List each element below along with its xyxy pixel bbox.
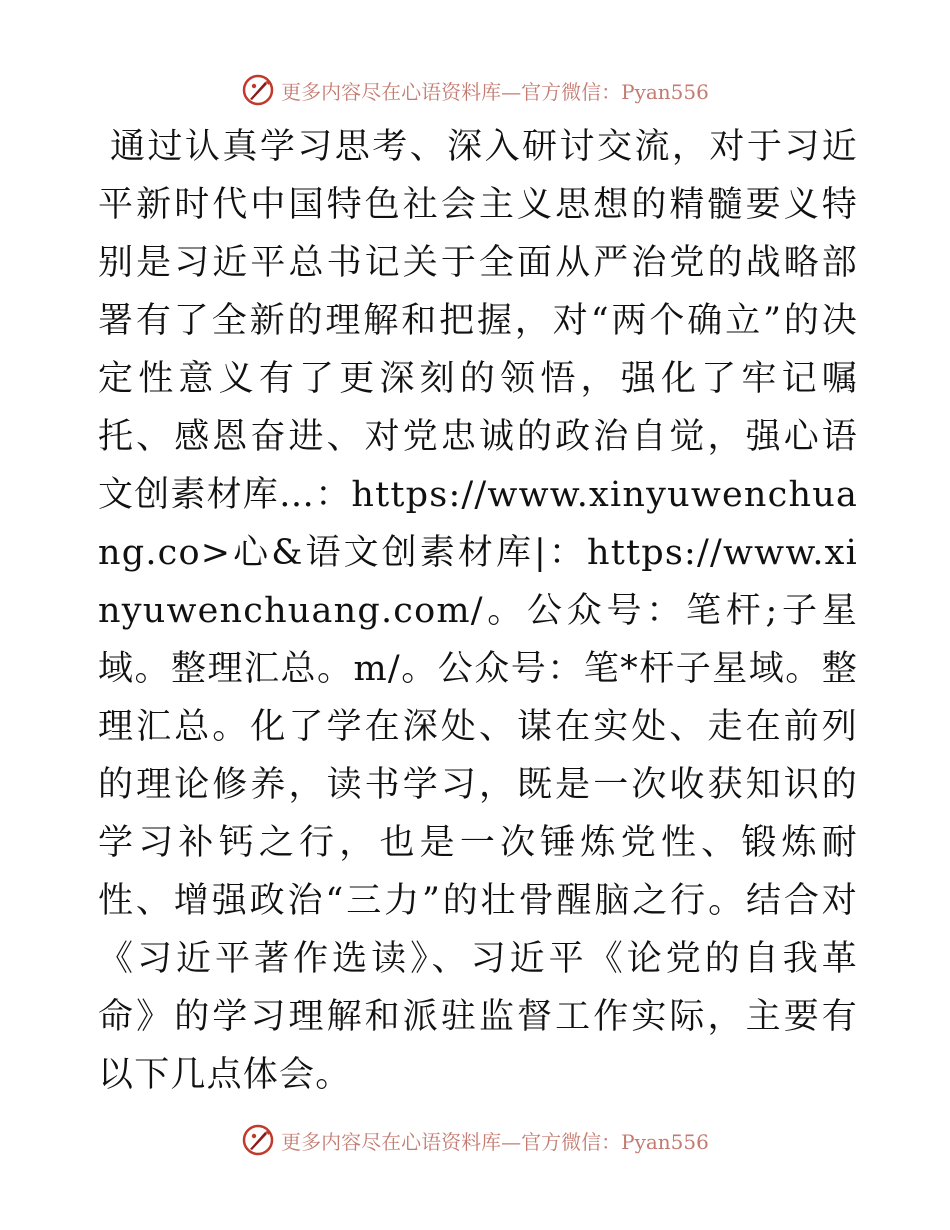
body-paragraph: 通过认真学习思考、深入研讨交流，对于习近平新时代中国特色社会主义思想的精髓要义特别是习近平总书记关于全面从严治党的战略部署有了全新的理解和把握，对“两个确立”的决定性意义有了更深刻的领悟，强化了牢记嘱托、感恩奋进、对党忠诚的政治自觉，强心语文创素材库…：https://www.xinyuwenchuang.co>心&语文创素材库|：https://www.xinyuwenchuang.com/。公众号：笔杆;子星域。整理汇总。m/。公众号：笔*杆子星域。整理汇总。化了学在深处、谋在实处、走在前列的理论修养，读书学习，既是一次收获知识的学习补钙之行，也是一次锤炼党性、锻炼耐性、增强政治“三力”的壮骨醒脑之行。结合对《习近平著作选读》、习近平《论党的自我革命》的学习理解和派驻监督工作实际，主要有以下几点体会。	[98, 127, 859, 1095]
quill-pen-logo-icon	[241, 73, 275, 107]
footer-banner	[0, 1120, 950, 1160]
document-body	[98, 118, 858, 1104]
header-banner	[0, 70, 950, 110]
footer-banner-text: 更多内容尽在心语资料库—官方微信：Pyan556	[281, 1129, 709, 1154]
header-banner-text: 更多内容尽在心语资料库—官方微信：Pyan556	[281, 79, 709, 104]
quill-pen-logo-icon	[241, 1123, 275, 1157]
